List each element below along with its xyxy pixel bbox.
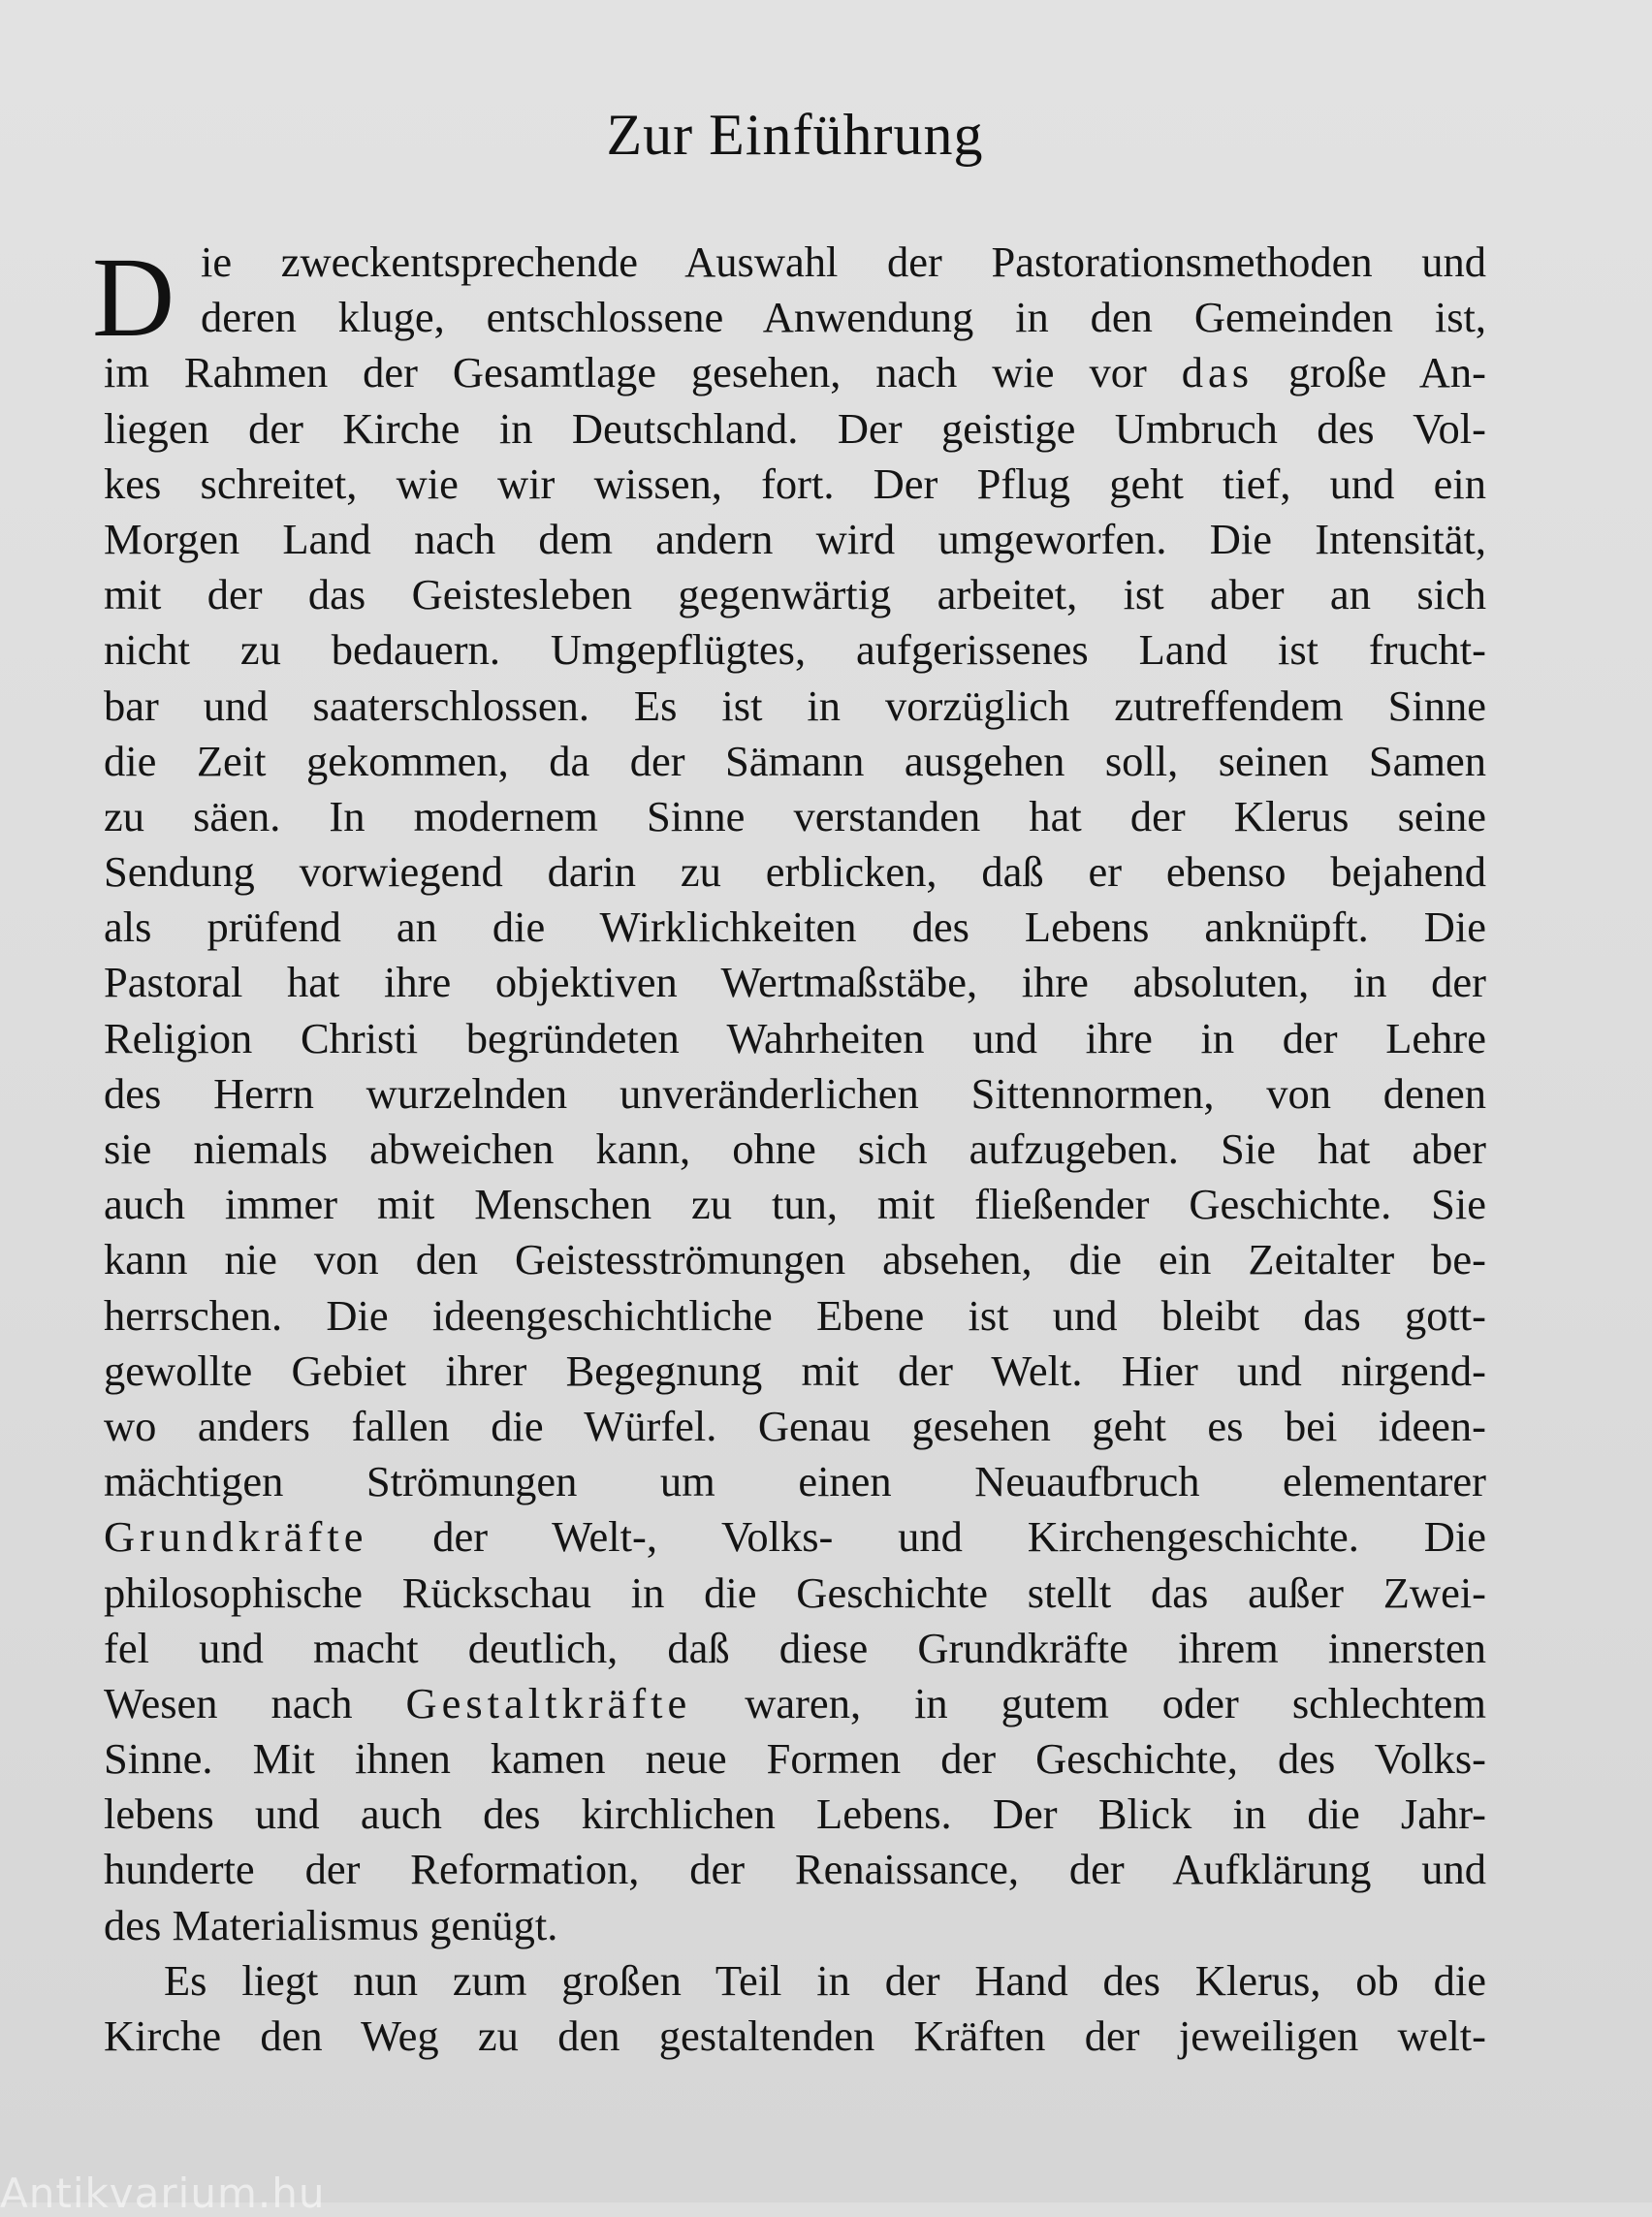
- text-line: Religion Christi begründeten Wahrheiten und ihre in der Lehre: [104, 1013, 1486, 1062]
- text-line: Wesen nach Gestaltkräfte waren, in gutem oder schlechtem: [104, 1678, 1486, 1727]
- text-line: des Materialismus genügt.: [104, 1900, 558, 1949]
- text-line: kann nie von den Geistesströmungen absehen, die ein Zeitalter be-: [104, 1235, 1486, 1284]
- text-line: bar und saaterschlossen. Es ist in vorzüglich zutreffendem Sinne: [104, 681, 1486, 730]
- text-line: des Herrn wurzelnden unveränderlichen Sittennormen, von denen: [104, 1068, 1486, 1118]
- text-line: gewollte Gebiet ihrer Begegnung mit der Welt. Hier und nirgend-: [104, 1346, 1486, 1395]
- text-line: Pastoral hat ihre objektiven Wertmaßstäbe, ihre absoluten, in der: [104, 958, 1486, 1007]
- text-line: wo anders fallen die Würfel. Genau gesehen geht es bei ideen-: [104, 1401, 1486, 1450]
- text-line: liegen der Kirche in Deutschland. Der geistige Umbruch des Vol-: [104, 403, 1486, 453]
- body-text: [92, 234, 1486, 2064]
- text-line: kes schreitet, wie wir wissen, fort. Der Pflug geht tief, und ein: [104, 459, 1486, 508]
- text-line: ie zweckentsprechende Auswahl der Pastorationsmethoden und: [201, 238, 1486, 286]
- text-line: zu säen. In modernem Sinne verstanden hat der Klerus seine: [104, 791, 1486, 840]
- drop-cap: D: [92, 234, 175, 361]
- text-line: fel und macht deutlich, daß diese Grundkräfte ihrem innersten: [104, 1623, 1486, 1672]
- watermark: Antikvarium.hu: [0, 2169, 326, 2217]
- text-line: Sendung vorwiegend darin zu erblicken, daß er ebenso bejahend: [104, 847, 1486, 897]
- text-line: herrschen. Die ideengeschichtliche Ebene ist und bleibt das gott-: [104, 1290, 1486, 1340]
- text-line: als prüfend an die Wirklichkeiten des Lebens anknüpft. Die: [104, 903, 1486, 952]
- text-line: Sinne. Mit ihnen kamen neue Formen der Geschichte, des Volks-: [104, 1734, 1486, 1784]
- emphasized-word: das: [1181, 348, 1255, 397]
- text-line: Kirche den Weg zu den gestaltenden Kräften der jeweiligen welt-: [104, 2011, 1486, 2060]
- text-line: im Rahmen der Gesamtlage gesehen, nach wie vor das große An-: [104, 348, 1486, 397]
- text-line: Morgen Land nach dem andern wird umgeworfen. Die Intensität,: [104, 514, 1486, 563]
- emphasized-word: Gestaltkräfte: [405, 1678, 692, 1727]
- text-line: philosophische Rückschau in die Geschichte stellt das außer Zwei-: [104, 1568, 1486, 1617]
- text-line: hunderte der Reformation, der Renaissance, der Aufklärung und: [104, 1845, 1486, 1894]
- text-line: sie niemals abweichen kann, ohne sich aufzugeben. Sie hat aber: [104, 1124, 1486, 1173]
- emphasized-word: Grundkräfte: [104, 1512, 368, 1562]
- page-title: Zur Einführung: [606, 103, 984, 167]
- text-line: deren kluge, entschlossene Anwendung in den Gemeinden ist,: [201, 293, 1486, 342]
- text-line: die Zeit gekommen, da der Sämann ausgehen soll, seinen Samen: [104, 736, 1486, 785]
- text-line: Grundkräfte der Welt-, Volks- und Kirchengeschichte. Die: [104, 1512, 1486, 1562]
- text-line: nicht zu bedauern. Umgepflügtes, aufgerissenes Land ist frucht-: [104, 625, 1486, 675]
- text-line: mächtigen Strömungen um einen Neuaufbruch elementarer: [104, 1457, 1486, 1506]
- text-line: auch immer mit Menschen zu tun, mit fließender Geschichte. Sie: [104, 1180, 1486, 1229]
- text-line: Es liegt nun zum großen Teil in der Hand des Klerus, ob die: [164, 1955, 1486, 2005]
- text-line: lebens und auch des kirchlichen Lebens. Der Blick in die Jahr-: [104, 1789, 1486, 1839]
- text-line: mit der das Geistesleben gegenwärtig arbeitet, ist aber an sich: [104, 570, 1486, 619]
